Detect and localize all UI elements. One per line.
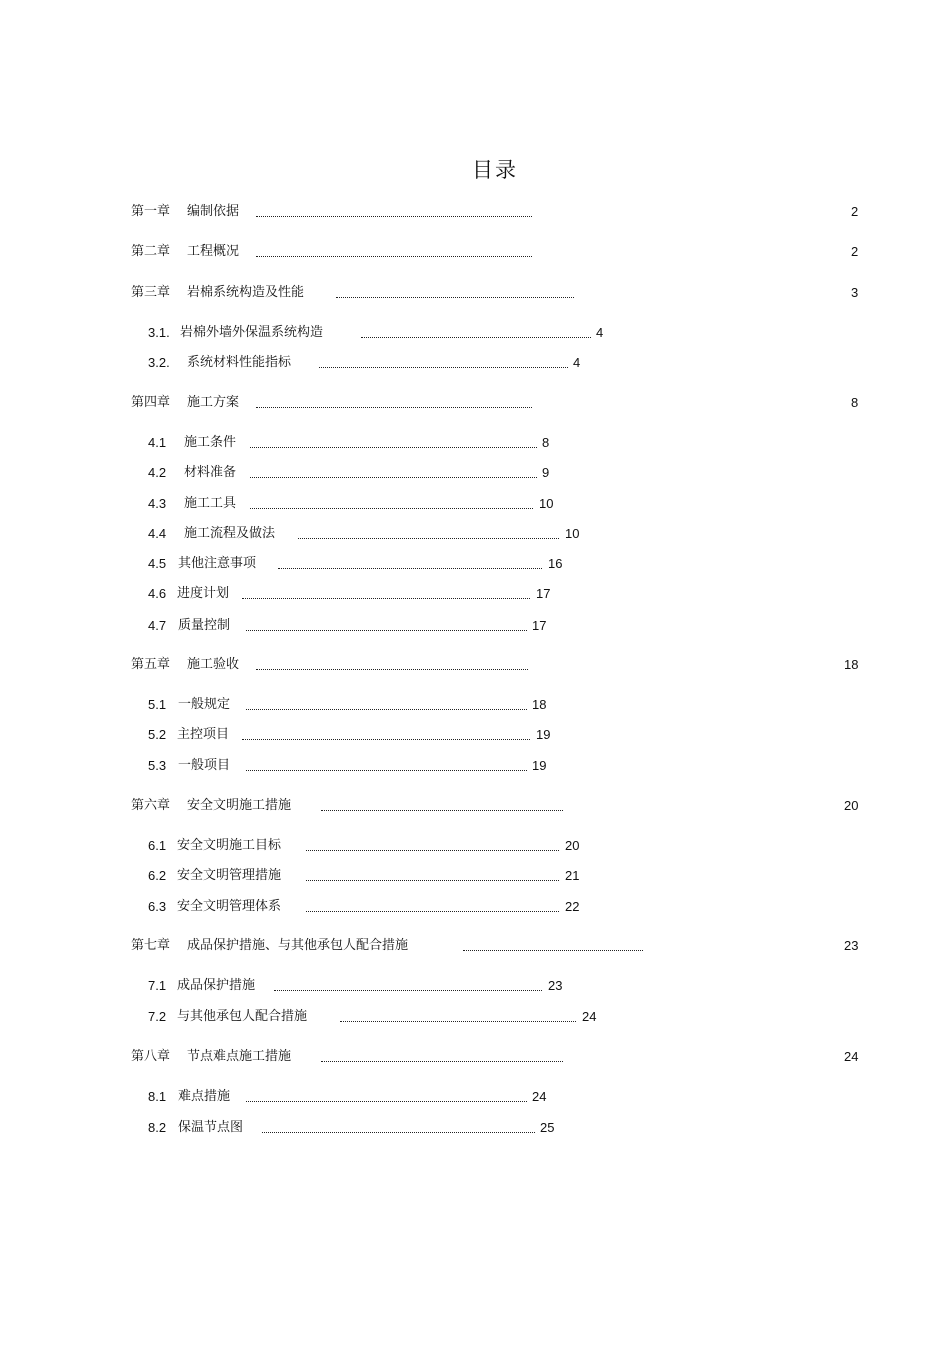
- chapter-prefix: 第三章: [131, 285, 171, 300]
- section-label: 施工条件: [184, 435, 237, 450]
- chapter-prefix: 第四章: [131, 395, 171, 410]
- section-label: 成品保护措施: [177, 978, 256, 993]
- section-page: 24: [532, 1089, 547, 1104]
- section-label: 岩棉外墙外保温系统构造: [180, 325, 324, 340]
- dot-leader: [250, 477, 537, 478]
- toc-section-4-3[interactable]: [0, 493, 950, 515]
- toc-section-3-2[interactable]: [0, 352, 950, 374]
- dot-leader: [336, 297, 574, 298]
- section-page: 4: [573, 355, 581, 370]
- chapter-label: 岩棉系统构造及性能: [187, 285, 305, 300]
- dot-leader: [242, 739, 530, 740]
- section-page: 20: [565, 838, 580, 853]
- chapter-label: 节点难点施工措施: [187, 1049, 292, 1064]
- dot-leader: [246, 709, 527, 710]
- dot-leader: [246, 630, 527, 631]
- chapter-prefix: 第二章: [131, 244, 171, 259]
- section-page: 19: [536, 727, 551, 742]
- chapter-prefix: 第八章: [131, 1049, 171, 1064]
- toc-chapter-5[interactable]: [0, 654, 950, 676]
- chapter-label: 安全文明施工措施: [187, 798, 292, 813]
- chapter-prefix: 第一章: [131, 204, 171, 219]
- section-number: 4.7: [148, 618, 167, 633]
- section-number: 5.3: [148, 758, 167, 773]
- section-label: 其他注意事项: [178, 556, 257, 571]
- dot-leader: [256, 407, 532, 408]
- section-number: 7.2: [148, 1009, 167, 1024]
- section-page: 24: [582, 1009, 597, 1024]
- toc-section-4-5[interactable]: [0, 553, 950, 575]
- section-number: 5.1: [148, 697, 167, 712]
- dot-leader: [278, 568, 542, 569]
- dot-leader: [298, 538, 559, 539]
- section-label: 安全文明施工目标: [177, 838, 282, 853]
- section-number: 6.1: [148, 838, 167, 853]
- section-number: 7.1: [148, 978, 167, 993]
- dot-leader: [463, 950, 643, 951]
- dot-leader: [256, 256, 532, 257]
- section-page: 17: [532, 618, 547, 633]
- section-page: 21: [565, 868, 580, 883]
- toc-section-4-4[interactable]: [0, 523, 950, 545]
- toc-section-4-7[interactable]: [0, 615, 950, 637]
- toc-chapter-3[interactable]: [0, 282, 950, 304]
- section-number: 4.3: [148, 496, 167, 511]
- section-number: 4.1: [148, 435, 167, 450]
- dot-leader: [321, 1061, 563, 1062]
- section-page: 10: [565, 526, 580, 541]
- chapter-prefix: 第五章: [131, 657, 171, 672]
- toc-section-6-3[interactable]: [0, 896, 950, 918]
- section-page: 16: [548, 556, 563, 571]
- toc-title: 目录: [472, 158, 518, 182]
- dot-leader: [321, 810, 563, 811]
- section-page: 8: [542, 435, 550, 450]
- chapter-page: 23: [844, 938, 859, 953]
- section-page: 17: [536, 586, 551, 601]
- toc-section-6-1[interactable]: [0, 835, 950, 857]
- toc-section-3-1[interactable]: [0, 322, 950, 344]
- chapter-page: 8: [851, 395, 859, 410]
- chapter-label: 工程概况: [187, 244, 240, 259]
- toc-chapter-1[interactable]: [0, 201, 950, 223]
- chapter-label: 成品保护措施、与其他承包人配合措施: [187, 938, 409, 953]
- toc-chapter-6[interactable]: [0, 795, 950, 817]
- section-page: 18: [532, 697, 547, 712]
- section-number: 6.2: [148, 868, 167, 883]
- dot-leader: [274, 990, 542, 991]
- chapter-label: 施工验收: [187, 657, 240, 672]
- chapter-page: 18: [844, 657, 859, 672]
- toc-section-5-1[interactable]: [0, 694, 950, 716]
- section-label: 与其他承包人配合措施: [177, 1009, 308, 1024]
- section-page: 19: [532, 758, 547, 773]
- dot-leader: [256, 669, 528, 670]
- toc-section-5-3[interactable]: [0, 755, 950, 777]
- section-label: 一般规定: [178, 697, 231, 712]
- section-label: 进度计划: [177, 586, 230, 601]
- chapter-label: 编制依据: [187, 204, 240, 219]
- section-label: 难点措施: [178, 1089, 231, 1104]
- chapter-page: 3: [851, 285, 859, 300]
- dot-leader: [262, 1132, 535, 1133]
- toc-section-4-6[interactable]: [0, 583, 950, 605]
- toc-section-7-1[interactable]: [0, 975, 950, 997]
- toc-chapter-4[interactable]: [0, 392, 950, 414]
- toc-section-8-2[interactable]: [0, 1117, 950, 1139]
- chapter-page: 2: [851, 244, 859, 259]
- section-label: 质量控制: [178, 618, 231, 633]
- dot-leader: [306, 850, 559, 851]
- toc-section-8-1[interactable]: [0, 1086, 950, 1108]
- toc-section-7-2[interactable]: [0, 1006, 950, 1028]
- section-number: 4.5: [148, 556, 167, 571]
- dot-leader: [361, 337, 591, 338]
- section-label: 系统材料性能指标: [187, 355, 292, 370]
- section-label: 安全文明管理体系: [177, 899, 282, 914]
- section-label: 材料准备: [184, 465, 237, 480]
- chapter-page: 20: [844, 798, 859, 813]
- dot-leader: [256, 216, 532, 217]
- section-label: 主控项目: [177, 727, 230, 742]
- dot-leader: [306, 880, 559, 881]
- section-number: 5.2: [148, 727, 167, 742]
- section-label: 保温节点图: [178, 1120, 244, 1135]
- toc-section-4-1[interactable]: [0, 432, 950, 454]
- dot-leader: [340, 1021, 576, 1022]
- dot-leader: [306, 911, 559, 912]
- chapter-page: 2: [851, 204, 859, 219]
- dot-leader: [242, 598, 530, 599]
- section-number: 8.1: [148, 1089, 167, 1104]
- section-page: 4: [596, 325, 604, 340]
- section-number: 3.2.: [148, 355, 170, 370]
- section-page: 9: [542, 465, 550, 480]
- chapter-prefix: 第七章: [131, 938, 171, 953]
- chapter-page: 24: [844, 1049, 859, 1064]
- section-page: 23: [548, 978, 563, 993]
- dot-leader: [319, 367, 568, 368]
- section-number: 4.6: [148, 586, 167, 601]
- section-number: 6.3: [148, 899, 167, 914]
- toc-section-4-2[interactable]: [0, 462, 950, 484]
- chapter-prefix: 第六章: [131, 798, 171, 813]
- toc-section-6-2[interactable]: [0, 865, 950, 887]
- dot-leader: [246, 770, 527, 771]
- section-number: 3.1.: [148, 325, 170, 340]
- dot-leader: [246, 1101, 527, 1102]
- section-page: 22: [565, 899, 580, 914]
- section-label: 安全文明管理措施: [177, 868, 282, 883]
- toc-chapter-8[interactable]: [0, 1046, 950, 1068]
- section-page: 25: [540, 1120, 555, 1135]
- section-label: 施工流程及做法: [184, 526, 276, 541]
- dot-leader: [250, 447, 537, 448]
- chapter-label: 施工方案: [187, 395, 240, 410]
- dot-leader: [250, 508, 533, 509]
- toc-chapter-7[interactable]: [0, 935, 950, 957]
- section-number: 4.2: [148, 465, 167, 480]
- toc-section-5-2[interactable]: [0, 724, 950, 746]
- toc-chapter-2[interactable]: [0, 241, 950, 263]
- section-label: 施工工具: [184, 496, 237, 511]
- section-page: 10: [539, 496, 554, 511]
- section-number: 4.4: [148, 526, 167, 541]
- section-label: 一般项目: [178, 758, 231, 773]
- section-number: 8.2: [148, 1120, 167, 1135]
